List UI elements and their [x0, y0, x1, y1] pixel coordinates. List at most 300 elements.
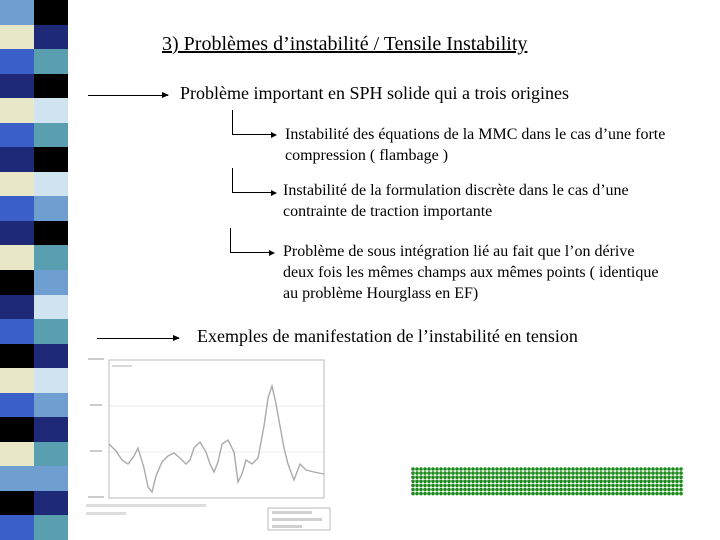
particle-dot: [563, 467, 567, 471]
particle-dot: [447, 471, 451, 475]
particle-dot: [423, 484, 427, 488]
particle-dot: [623, 467, 627, 471]
particle-dot: [591, 492, 595, 496]
particle-dot: [423, 471, 427, 475]
particle-dot: [555, 492, 559, 496]
particle-dot: [527, 488, 531, 492]
particle-dot: [679, 484, 683, 488]
particle-dot: [607, 480, 611, 484]
particle-dot: [511, 492, 515, 496]
particle-dot: [415, 484, 419, 488]
particle-dot: [431, 488, 435, 492]
particle-dot: [587, 471, 591, 475]
particle-dot: [423, 480, 427, 484]
particle-dot: [507, 475, 511, 479]
sub-item-3-line-1: Problème de sous intégration lié au fait que l’on dérive: [283, 243, 635, 260]
particle-dot: [575, 475, 579, 479]
particle-dot: [479, 467, 483, 471]
particle-dot: [523, 471, 527, 475]
particle-dot: [419, 471, 423, 475]
particle-dot: [623, 480, 627, 484]
particle-dot: [587, 467, 591, 471]
particle-dot: [615, 480, 619, 484]
particle-dot: [439, 475, 443, 479]
particle-dot: [527, 484, 531, 488]
particle-dot: [631, 480, 635, 484]
particle-dot: [443, 484, 447, 488]
particle-dot: [671, 488, 675, 492]
strip-block: [34, 74, 68, 99]
particle-dot: [623, 475, 627, 479]
strip-block: [0, 25, 34, 50]
strip-block: [0, 98, 34, 123]
particle-dot: [531, 488, 535, 492]
particle-dot: [503, 467, 507, 471]
particle-dot: [463, 467, 467, 471]
particle-dot: [455, 484, 459, 488]
particle-dot: [547, 480, 551, 484]
particle-dot: [623, 492, 627, 496]
particle-dot: [447, 467, 451, 471]
particle-dot: [519, 492, 523, 496]
particle-dot: [495, 471, 499, 475]
particle-dot: [475, 484, 479, 488]
particle-dot: [531, 492, 535, 496]
particle-dot: [643, 471, 647, 475]
particle-dot: [503, 488, 507, 492]
particle-dot: [623, 488, 627, 492]
particle-dot: [627, 484, 631, 488]
particle-dot: [667, 471, 671, 475]
particle-dot: [507, 471, 511, 475]
particle-dot: [443, 492, 447, 496]
particle-dot: [591, 475, 595, 479]
examples-arrow-icon: [97, 338, 179, 339]
particle-dot: [451, 471, 455, 475]
particle-dot: [523, 467, 527, 471]
particle-dot: [547, 467, 551, 471]
sub-item-2-text: [283, 180, 629, 222]
particle-dot: [591, 484, 595, 488]
particle-dot: [643, 467, 647, 471]
particle-dot: [587, 492, 591, 496]
particle-dot: [587, 480, 591, 484]
particle-dot: [627, 471, 631, 475]
particle-dot: [671, 467, 675, 471]
particle-dot: [611, 492, 615, 496]
particle-dot: [539, 471, 543, 475]
particle-dot: [663, 480, 667, 484]
particle-dot: [475, 480, 479, 484]
particle-dot: [571, 475, 575, 479]
particle-dot: [547, 484, 551, 488]
strip-block: [0, 393, 34, 418]
particle-dot: [635, 471, 639, 475]
particle-dot: [547, 492, 551, 496]
particle-dot: [499, 488, 503, 492]
particle-dot: [619, 471, 623, 475]
particle-dot: [427, 475, 431, 479]
particle-dot: [479, 480, 483, 484]
particle-dot: [415, 480, 419, 484]
particle-dot: [663, 475, 667, 479]
particle-dot: [555, 471, 559, 475]
particle-dot: [463, 488, 467, 492]
particle-dot: [459, 475, 463, 479]
particle-dot: [627, 488, 631, 492]
particle-dot: [599, 475, 603, 479]
particle-dot: [615, 488, 619, 492]
particle-dot: [463, 492, 467, 496]
particle-dot: [447, 492, 451, 496]
particle-dot: [431, 475, 435, 479]
particle-dot: [631, 475, 635, 479]
particle-dot: [631, 492, 635, 496]
strip-block: [34, 245, 68, 270]
particle-dot: [555, 467, 559, 471]
particle-dot: [539, 492, 543, 496]
particle-dot: [419, 475, 423, 479]
particle-dot: [603, 484, 607, 488]
particle-dot: [591, 488, 595, 492]
particle-dot: [599, 480, 603, 484]
particle-dot: [583, 471, 587, 475]
particle-dot: [471, 471, 475, 475]
particle-dot: [431, 471, 435, 475]
particle-dot: [555, 488, 559, 492]
particle-dot: [519, 475, 523, 479]
particle-dot: [583, 484, 587, 488]
particle-dot: [571, 471, 575, 475]
particle-dot: [543, 480, 547, 484]
particle-dot: [595, 480, 599, 484]
particle-dot: [491, 488, 495, 492]
particle-dot: [535, 480, 539, 484]
particle-dot: [447, 480, 451, 484]
particle-dot: [543, 471, 547, 475]
particle-dot: [627, 492, 631, 496]
oscilloscope-plot-thumbnail: [82, 352, 342, 534]
particle-dot: [531, 484, 535, 488]
particle-dot: [559, 475, 563, 479]
particle-dot: [431, 492, 435, 496]
sub-item-2-line-2: contrainte de traction importante: [283, 203, 493, 220]
particle-dot: [435, 475, 439, 479]
particle-dot: [599, 484, 603, 488]
particle-dot: [475, 471, 479, 475]
particle-dot: [511, 484, 515, 488]
particle-dot: [427, 492, 431, 496]
particle-dot: [671, 492, 675, 496]
strip-block: [0, 221, 34, 246]
particle-dot: [655, 492, 659, 496]
particle-dot: [435, 480, 439, 484]
particle-dot: [551, 484, 555, 488]
particle-dot: [467, 467, 471, 471]
particle-dot: [595, 471, 599, 475]
strip-block: [0, 245, 34, 270]
particle-dot: [551, 471, 555, 475]
particle-dot: [631, 471, 635, 475]
particle-dot: [527, 475, 531, 479]
strip-block: [0, 49, 34, 74]
particle-dot: [419, 467, 423, 471]
particle-dot: [647, 467, 651, 471]
particle-dot: [631, 467, 635, 471]
particle-dot: [579, 471, 583, 475]
particle-dot: [531, 475, 535, 479]
particle-dot: [531, 480, 535, 484]
decorative-bullet-strip: [0, 0, 68, 540]
particle-dot: [599, 492, 603, 496]
particle-dot: [439, 488, 443, 492]
slide-title: 3) Problèmes d’instabilité / Tensile Instability: [162, 33, 528, 55]
particle-dot: [651, 484, 655, 488]
particle-dot: [499, 492, 503, 496]
particle-dot: [535, 471, 539, 475]
particle-dot: [511, 488, 515, 492]
particle-dot: [567, 492, 571, 496]
plot-signal-curve: [109, 386, 324, 492]
strip-block: [0, 74, 34, 99]
particle-dot: [655, 475, 659, 479]
strip-block: [34, 393, 68, 418]
plot-footer-legend: [86, 504, 330, 530]
particle-dot: [567, 488, 571, 492]
particle-dot: [643, 492, 647, 496]
strip-block: [0, 172, 34, 197]
particle-dot: [487, 480, 491, 484]
particle-dot: [679, 475, 683, 479]
particle-dot: [567, 467, 571, 471]
particle-dot: [443, 467, 447, 471]
particle-dot: [495, 467, 499, 471]
particle-dot: [571, 492, 575, 496]
particle-dot: [615, 471, 619, 475]
strip-block: [0, 270, 34, 295]
particle-dot: [451, 492, 455, 496]
particle-dot: [411, 480, 415, 484]
particle-dot: [639, 467, 643, 471]
particle-dot: [443, 471, 447, 475]
particle-dot: [411, 488, 415, 492]
particle-dot: [515, 475, 519, 479]
sub-item-3-text: [283, 241, 658, 304]
particle-dot: [587, 488, 591, 492]
particle-dot: [615, 484, 619, 488]
particle-dot: [487, 475, 491, 479]
particle-dot: [639, 492, 643, 496]
particle-dot: [595, 475, 599, 479]
particle-dot: [435, 488, 439, 492]
particle-dot: [451, 475, 455, 479]
particle-dot: [475, 488, 479, 492]
particle-dot: [459, 471, 463, 475]
particle-dot: [527, 471, 531, 475]
particle-dot: [675, 480, 679, 484]
particle-dot: [427, 488, 431, 492]
particle-dot: [507, 467, 511, 471]
particle-dot: [607, 484, 611, 488]
particle-dot: [603, 492, 607, 496]
particle-dot: [515, 467, 519, 471]
strip-block: [34, 221, 68, 246]
particle-dot: [671, 484, 675, 488]
particle-dot: [563, 475, 567, 479]
particle-dot: [663, 488, 667, 492]
particle-dot: [431, 467, 435, 471]
particle-dot: [415, 471, 419, 475]
particle-dot: [535, 484, 539, 488]
particle-dot: [515, 492, 519, 496]
particle-dot: [603, 480, 607, 484]
strip-block: [0, 295, 34, 320]
particle-dot: [495, 480, 499, 484]
particle-dot: [415, 492, 419, 496]
particle-dot: [543, 488, 547, 492]
particle-dot: [659, 467, 663, 471]
particle-dot: [415, 467, 419, 471]
particle-dot: [519, 471, 523, 475]
particle-dot: [491, 484, 495, 488]
particle-dot: [459, 467, 463, 471]
particle-dot: [455, 492, 459, 496]
particle-dot: [595, 488, 599, 492]
plot-tick-marks: [88, 358, 104, 498]
strip-block: [34, 147, 68, 172]
particle-dot: [431, 484, 435, 488]
particle-dot: [615, 475, 619, 479]
strip-block: [34, 98, 68, 123]
particle-dot: [615, 492, 619, 496]
particle-dot: [571, 467, 575, 471]
particle-dot: [543, 492, 547, 496]
particle-dot: [487, 471, 491, 475]
particle-dot: [603, 488, 607, 492]
particle-dot: [483, 475, 487, 479]
particle-dot: [435, 467, 439, 471]
strip-block: [0, 196, 34, 221]
particle-dot: [635, 480, 639, 484]
particle-dot: [643, 488, 647, 492]
particle-dot: [579, 492, 583, 496]
particle-dot: [651, 471, 655, 475]
particle-dot: [439, 484, 443, 488]
particle-dot: [635, 467, 639, 471]
green-particle-grid: [411, 467, 683, 496]
particle-dot: [543, 475, 547, 479]
particle-dot: [539, 488, 543, 492]
particle-dot: [679, 480, 683, 484]
particle-dot: [547, 488, 551, 492]
particle-dot: [467, 488, 471, 492]
particle-dot: [511, 480, 515, 484]
particle-dot: [535, 475, 539, 479]
particle-dot: [443, 480, 447, 484]
particle-dot: [419, 488, 423, 492]
particle-dot: [539, 467, 543, 471]
particle-dot: [503, 475, 507, 479]
particle-dot: [443, 475, 447, 479]
particle-dot: [591, 471, 595, 475]
particle-dot: [663, 492, 667, 496]
particle-dot: [559, 480, 563, 484]
particle-dot: [643, 484, 647, 488]
particle-dot: [551, 480, 555, 484]
strip-block: [34, 368, 68, 393]
particle-dot: [471, 484, 475, 488]
strip-block: [0, 123, 34, 148]
particle-dot: [595, 484, 599, 488]
particle-dot: [567, 475, 571, 479]
particle-dot: [471, 492, 475, 496]
particle-dot: [667, 484, 671, 488]
strip-block: [34, 270, 68, 295]
strip-block: [34, 466, 68, 491]
plot-frame: [109, 360, 324, 498]
particle-dot: [467, 484, 471, 488]
particle-dot: [619, 488, 623, 492]
particle-dot: [663, 471, 667, 475]
particle-dot: [507, 480, 511, 484]
particle-dot: [587, 475, 591, 479]
particle-dot: [675, 484, 679, 488]
particle-dot: [507, 488, 511, 492]
particle-dot: [595, 492, 599, 496]
particle-dot: [639, 471, 643, 475]
particle-dot: [483, 484, 487, 488]
particle-dot: [583, 492, 587, 496]
particle-dot: [487, 467, 491, 471]
particle-dot: [607, 488, 611, 492]
particle-dot: [411, 484, 415, 488]
particle-dot: [563, 484, 567, 488]
particle-dot: [671, 480, 675, 484]
particle-dot: [463, 471, 467, 475]
sub-item-1-line-2: compression ( flambage ): [285, 147, 449, 164]
strip-block: [34, 515, 68, 540]
particle-dot: [667, 488, 671, 492]
particle-dot: [575, 480, 579, 484]
strip-block: [0, 368, 34, 393]
particle-dot: [623, 471, 627, 475]
particle-dot: [503, 484, 507, 488]
particle-dot: [651, 480, 655, 484]
particle-dot: [571, 488, 575, 492]
strip-block: [34, 319, 68, 344]
particle-dot: [491, 492, 495, 496]
particle-dot: [475, 492, 479, 496]
particle-dot: [495, 484, 499, 488]
particle-dot: [647, 488, 651, 492]
particle-dot: [499, 475, 503, 479]
particle-dot: [415, 488, 419, 492]
particle-dot: [551, 492, 555, 496]
particle-dot: [659, 471, 663, 475]
particle-dot: [451, 467, 455, 471]
particle-dot: [639, 484, 643, 488]
particle-dot: [567, 471, 571, 475]
particle-dot: [535, 488, 539, 492]
particle-dot: [459, 480, 463, 484]
particle-dot: [543, 467, 547, 471]
particle-dot: [531, 471, 535, 475]
particle-dot: [639, 475, 643, 479]
particle-dot: [611, 488, 615, 492]
particle-dot: [667, 467, 671, 471]
particle-dot: [615, 467, 619, 471]
particle-dot: [411, 475, 415, 479]
